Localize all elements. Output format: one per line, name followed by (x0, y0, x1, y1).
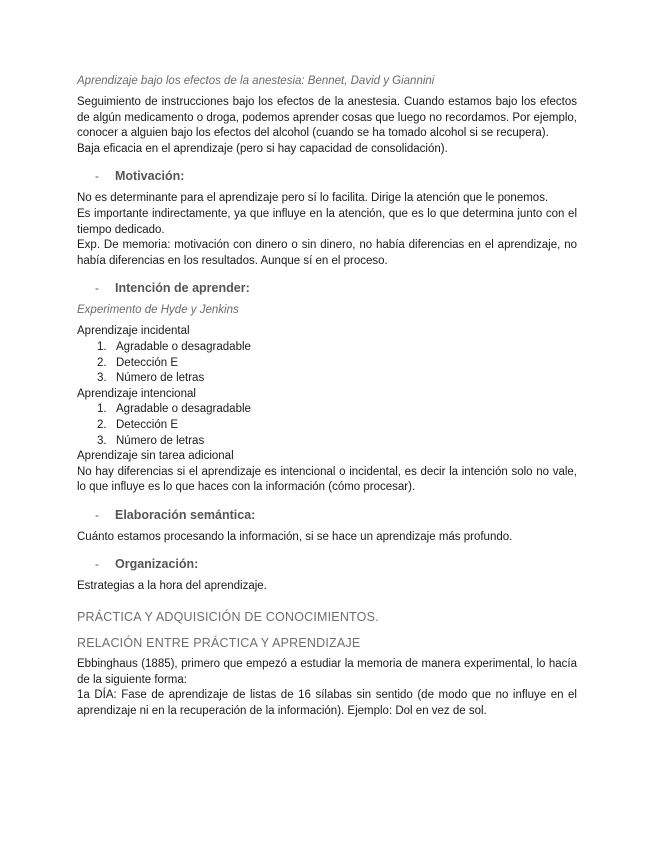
paragraph-elaboracion: Cuánto estamos procesando la información, si se hace un aprendizaje más profundo. (77, 530, 513, 543)
heading-intencion (77, 281, 577, 295)
paragraph-anestesia: Seguimiento de instrucciones bajo los efectos de la anestesia. Cuando estamos bajo los efectos de algún medicamento o droga, podemos aprender cosas que luego no recordamos. Por ejemplo, conocer a alguien bajo los efectos del alcohol (cuando se ha tomado alcohol si se recupera). (77, 96, 577, 140)
list-item: 1. Agradable o desagradable (97, 403, 251, 416)
section-heading-practica: PRÁCTICA Y ADQUISICIÓN DE CONOCIMIENTOS. (77, 610, 379, 625)
paragraph-motivacion-2: Es importante indirectamente, ya que influye en la atención, que es lo que determina junto con el tiempo dedicado. (77, 207, 577, 236)
list-item: 1. Agradable o desagradable (97, 340, 251, 353)
paragraph-ebbinghaus: Ebbinghaus (1885), primero que empezó a estudiar la memoria de manera experimental, lo hacía de la siguiente forma: (77, 658, 577, 686)
label-intencional: Aprendizaje intencional (77, 387, 196, 400)
paragraph-baja-eficacia: Baja eficacia en el aprendizaje (pero si hay capacidad de consolidación). (77, 142, 448, 155)
bullet-dash: - (95, 557, 99, 572)
heading-elaboracion (77, 508, 577, 522)
heading-text: Intención de aprender: (115, 281, 250, 296)
label-incidental: Aprendizaje incidental (77, 325, 190, 338)
paragraph-organizacion: Estrategias a la hora del aprendizaje. (77, 580, 267, 593)
list-item: 3. Número de letras (97, 372, 205, 385)
subtitle-hyde-jenkins: Experimento de Hyde y Jenkins (77, 304, 239, 317)
paragraph-motivacion-1: No es determinante para el aprendizaje pero sí lo facilita. Dirige la atención que le ponemos. (77, 192, 549, 205)
subtitle-anestesia: Aprendizaje bajo los efectos de la anestesia: Bennet, David y Giannini (77, 75, 435, 87)
list-incidental (77, 340, 577, 387)
list-item: 2. Detección E (97, 418, 179, 431)
bullet-dash: - (95, 281, 99, 296)
heading-motivacion (77, 169, 577, 183)
label-sin-tarea: Aprendizaje sin tarea adicional (77, 450, 234, 463)
paragraph-dia-1: 1a DÍA: Fase de aprendizaje de listas de 16 sílabas sin sentido (de modo que no influye en el aprendizaje ni en la recuperación de la información). Ejemplo: Dol en vez de sol. (77, 689, 577, 717)
bullet-dash: - (95, 169, 99, 184)
paragraph-intencion-conclusion: No hay diferencias si el aprendizaje es intencional o incidental, es decir la intención solo no vale, lo que influye es lo que haces con la información (cómo procesar). (77, 465, 577, 494)
list-item: 3. Número de letras (97, 434, 205, 447)
bullet-dash: - (95, 507, 99, 522)
list-item: 2. Detección E (97, 356, 179, 369)
section-heading-relacion: RELACIÓN ENTRE PRÁCTICA Y APRENDIZAJE (77, 636, 361, 651)
heading-text: Elaboración semántica: (115, 507, 256, 522)
list-intencional (77, 402, 577, 449)
heading-organizacion (77, 557, 577, 571)
paragraph-motivacion-3: Exp. De memoria: motivación con dinero o sin dinero, no había diferencias en el aprendizaje, no había diferencias en los resultados. Aunque sí en el proceso. (77, 239, 577, 267)
document-page (77, 74, 577, 719)
heading-text: Organización: (115, 557, 199, 572)
heading-text: Motivación: (115, 169, 185, 184)
